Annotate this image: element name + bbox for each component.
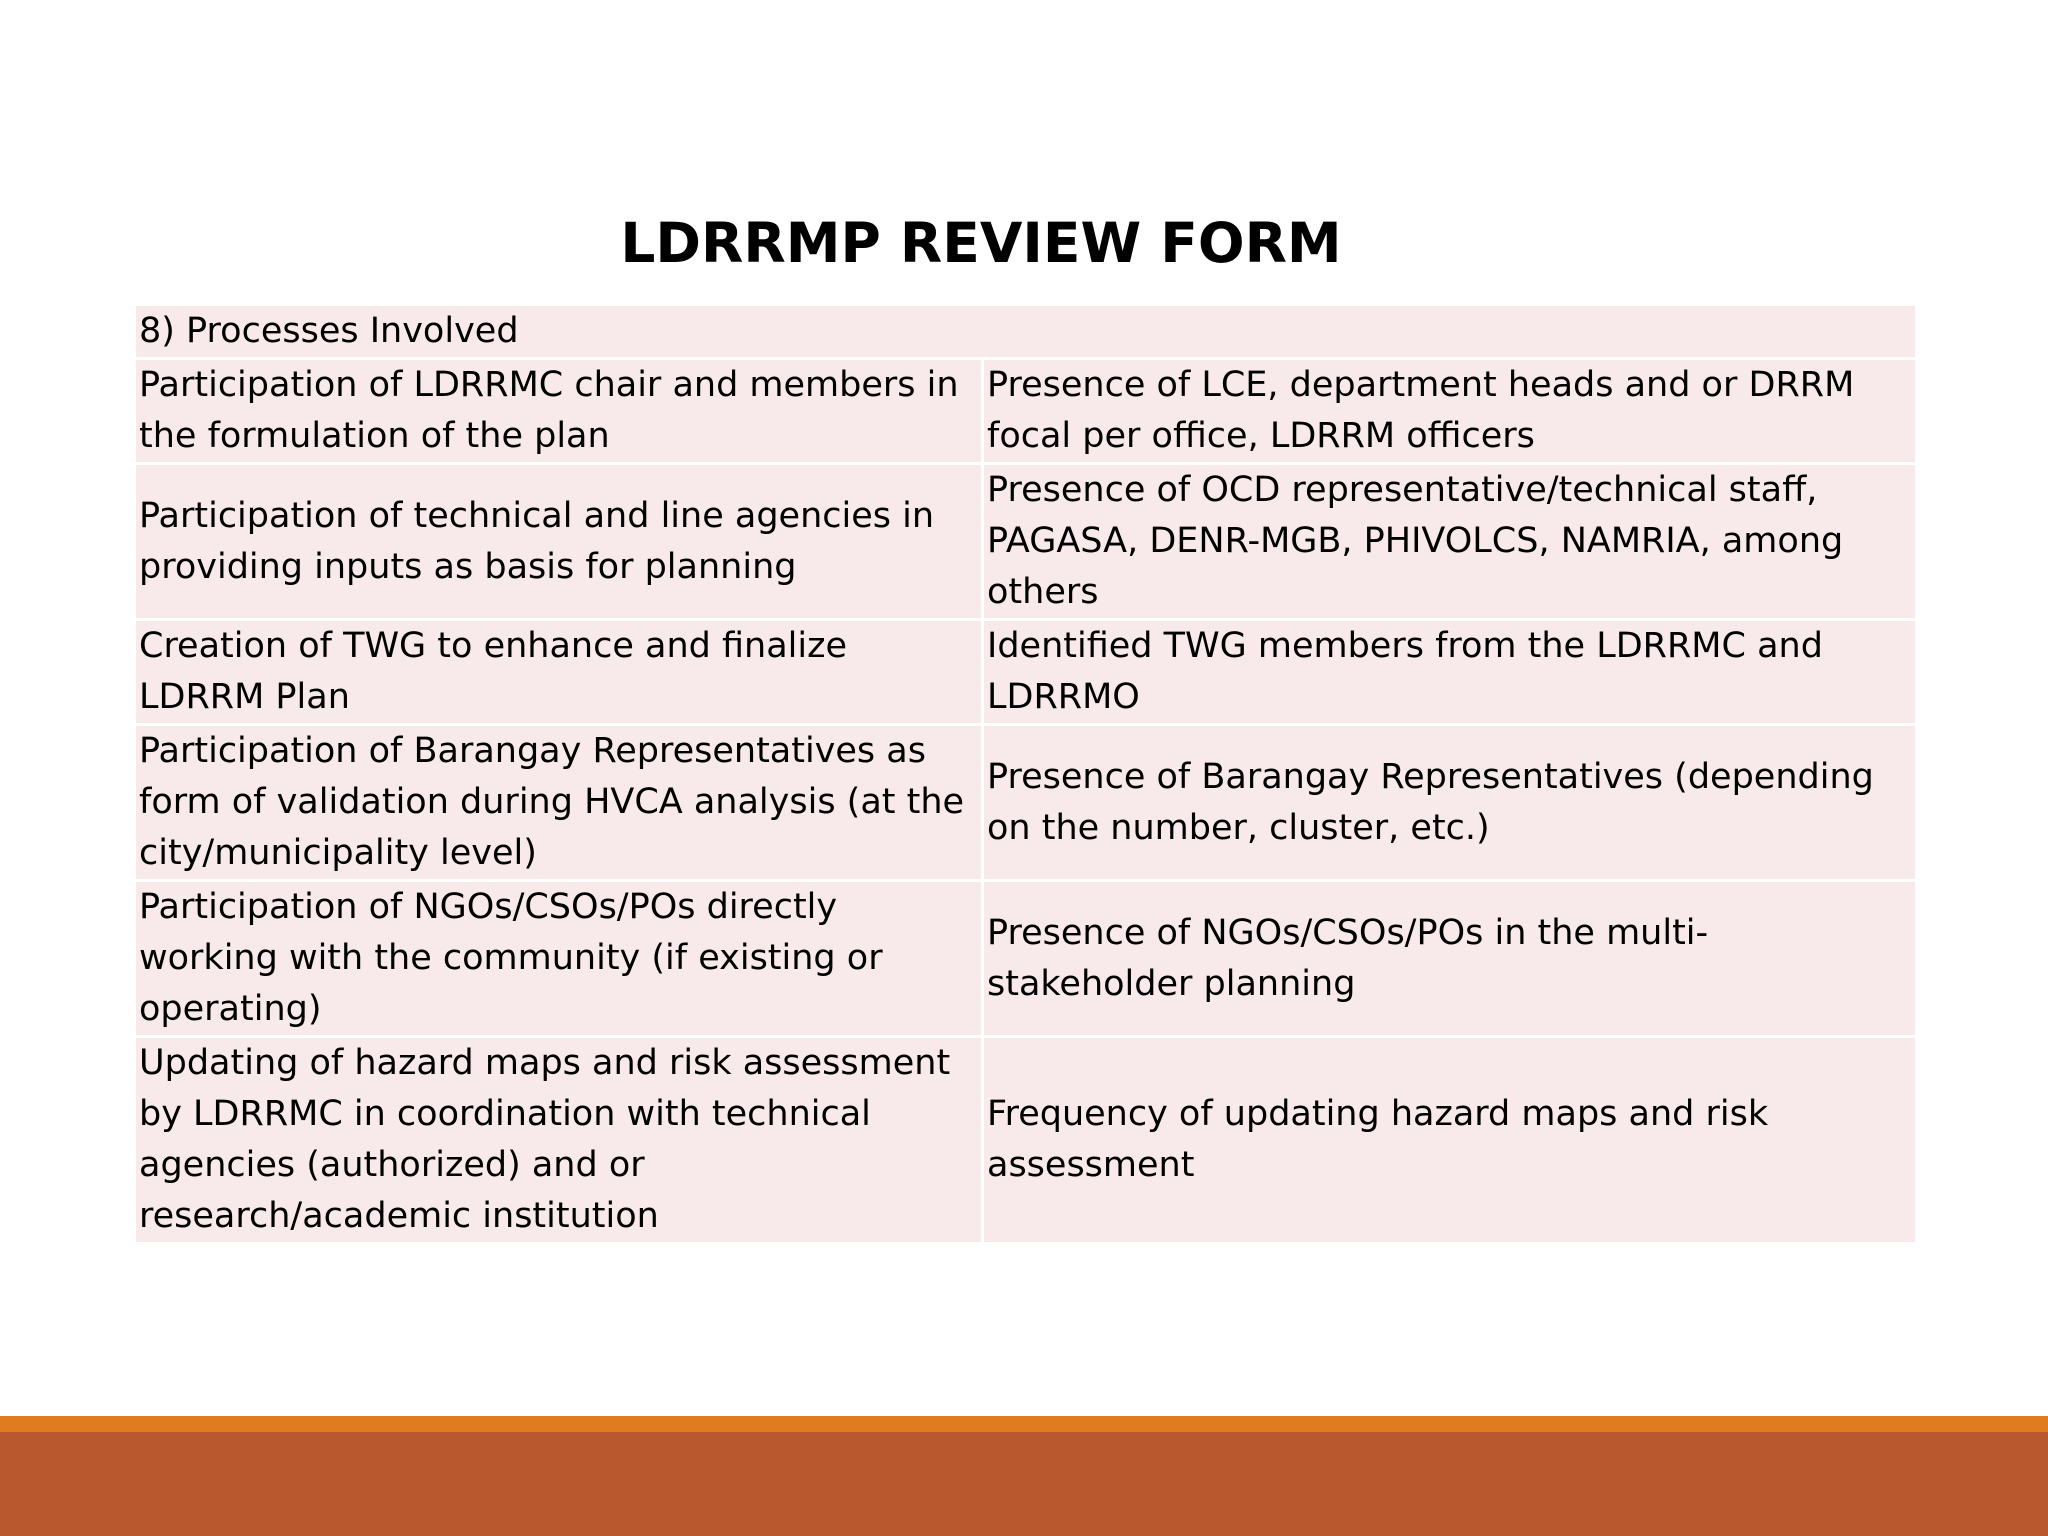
review-table <box>133 303 1918 1245</box>
criterion-cell: Participation of Barangay Representatives as form of validation during HVCA analysis (at the city/municipality level) <box>135 725 983 881</box>
slide-title: LDRRMP REVIEW FORM <box>620 211 1342 275</box>
criterion-cell: Participation of technical and line agencies in providing inputs as basis for planning <box>135 464 983 620</box>
evidence-cell: Identified TWG members from the LDRRMC and LDRRMO <box>983 620 1917 725</box>
footer-accent-stripe <box>0 1416 2048 1432</box>
evidence-cell: Presence of LCE, department heads and or DRRM focal per office, LDRRM officers <box>983 359 1917 464</box>
evidence-cell: Presence of Barangay Representatives (depending on the number, cluster, etc.) <box>983 725 1917 881</box>
evidence-cell: Presence of OCD representative/technical staff, PAGASA, DENR-MGB, PHIVOLCS, NAMRIA, among others <box>983 464 1917 620</box>
table-row <box>135 359 1917 464</box>
table-row <box>135 620 1917 725</box>
criterion-cell: Updating of hazard maps and risk assessment by LDRRMC in coordination with technical agencies (authorized) and or research/academic institution <box>135 1037 983 1244</box>
criterion-cell: Participation of NGOs/CSOs/POs directly working with the community (if existing or operating) <box>135 881 983 1037</box>
table-row <box>135 725 1917 881</box>
table-row <box>135 464 1917 620</box>
section-header-row <box>135 305 1917 359</box>
section-header: 8) Processes Involved <box>135 305 1917 359</box>
evidence-cell: Presence of NGOs/CSOs/POs in the multi-stakeholder planning <box>983 881 1917 1037</box>
criterion-cell: Creation of TWG to enhance and finalize LDRRM Plan <box>135 620 983 725</box>
criterion-cell: Participation of LDRRMC chair and members in the formulation of the plan <box>135 359 983 464</box>
table-row <box>135 881 1917 1037</box>
footer-band <box>0 1432 2048 1536</box>
table-row <box>135 1037 1917 1244</box>
evidence-cell: Frequency of updating hazard maps and risk assessment <box>983 1037 1917 1244</box>
